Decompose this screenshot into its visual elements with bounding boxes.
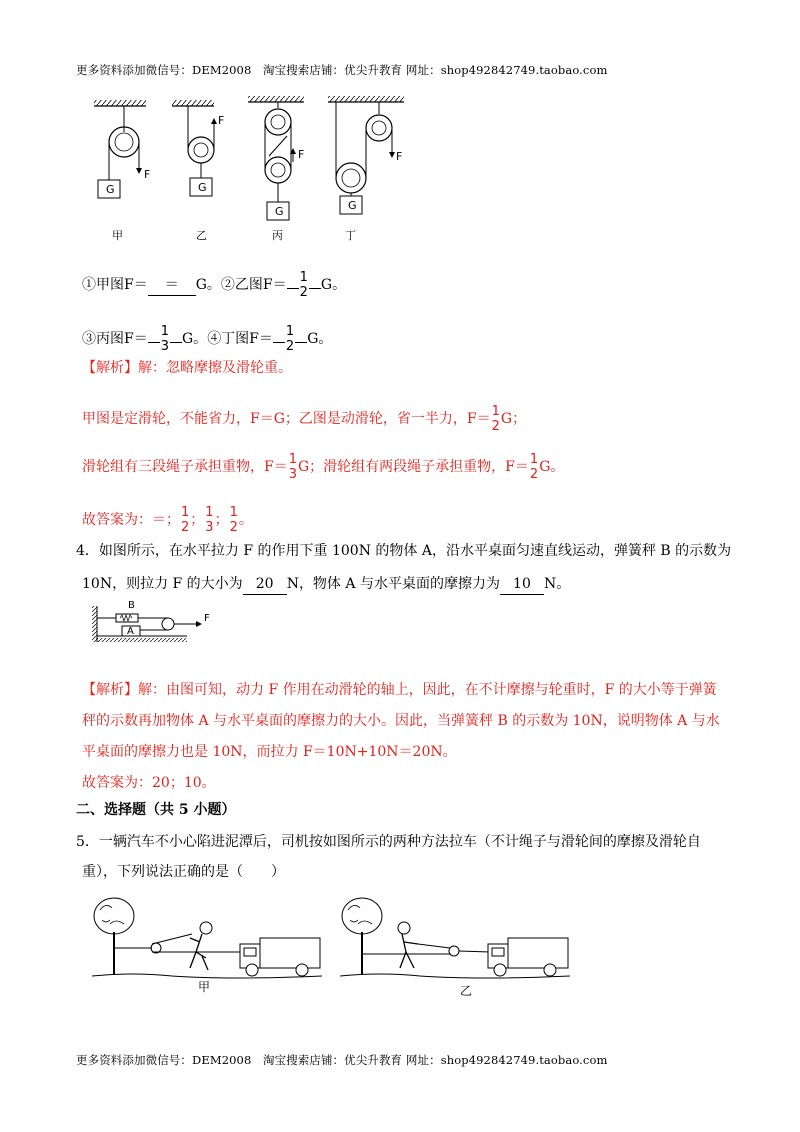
- q3-analysis-intro: 【解析】解：忽略摩擦及滑轮重。: [82, 360, 292, 376]
- page-header: 更多资料添加微信号：DEM2008 淘宝搜索店铺：优尖升教育 网址：shop492842749.taobao.com: [76, 63, 608, 77]
- q5-figure-yi: [340, 894, 580, 984]
- q4-analysis-line-3: 平桌面的摩擦力也是 10N，而拉力 F＝10N+10N＝20N。: [82, 744, 457, 760]
- q4-analysis-line-1: 【解析】解：由图可知，动力 F 作用在动滑轮的轴上，因此，在不计摩擦与轮重时，F 的大小等于弹簧: [82, 682, 717, 698]
- force-f-4: F: [396, 150, 403, 163]
- block-g-4: G: [348, 199, 357, 212]
- force-f-1: F: [144, 168, 151, 181]
- pulley-figure: [88, 92, 418, 242]
- q4-label-b: B: [128, 600, 135, 611]
- force-f-2: F: [218, 114, 225, 127]
- q4-question-line-1: 4．如图所示，在水平拉力 F 的作用下重 100N 的物体 A，沿水平桌面匀速直线运动，弹簧秤 B 的示数为: [76, 543, 732, 559]
- q5-question-line-2: 重），下列说法正确的是（ ）: [82, 864, 285, 880]
- section-heading: 二、选择题（共 5 小题）: [76, 802, 236, 818]
- q3-answer-line-2: ③丙图F＝ 1 3 G。④丁图F＝ 1 2 G。: [82, 324, 333, 354]
- q4-label-f: F: [204, 613, 210, 624]
- q4-figure: [92, 604, 222, 646]
- block-g-2: G: [198, 181, 207, 194]
- q5-label-yi: 乙: [460, 984, 473, 998]
- q3-answer-line-1: ①甲图F＝ ＝ G。②乙图F＝ 1 2 G。: [82, 270, 347, 300]
- force-f-3: F: [298, 148, 305, 161]
- label-yi: 乙: [196, 229, 207, 242]
- block-g-1: G: [106, 183, 115, 196]
- q3-answer-summary: 故答案为：＝； 1 2 ； 1 3 ； 1 2 。: [82, 505, 253, 535]
- q5-question-line-1: 5．一辆汽车不小心陷进泥潭后，司机按如图所示的两种方法拉车（不计绳子与滑轮间的摩擦及滑轮自: [76, 834, 701, 850]
- q5-figure-jia: [92, 894, 332, 984]
- q3-analysis-p2: 滑轮组有三段绳子承担重物，F＝ 1 3 G；滑轮组有两段绳子承担重物，F＝ 1 2 G。: [82, 452, 565, 482]
- q4-label-a: A: [127, 626, 134, 637]
- q4-question-line-2: 10N，则拉力 F 的大小为 20 N，物体 A 与水平桌面的摩擦力为 10 N。: [82, 574, 570, 595]
- label-jia: 甲: [112, 229, 123, 242]
- q3-analysis-p1: 甲图是定滑轮，不能省力，F＝G；乙图是动滑轮，省一半力，F＝ 1 2 G；: [82, 404, 527, 434]
- block-g-3: G: [275, 205, 284, 218]
- q4-analysis-line-2: 秤的示数再加物体 A 与水平桌面的摩擦力的大小。因此，当弹簧秤 B 的示数为 10N，说明物体 A 与水: [82, 713, 720, 729]
- label-ding: 丁: [345, 229, 356, 242]
- page-footer: 更多资料添加微信号：DEM2008 淘宝搜索店铺：优尖升教育 网址：shop492842749.taobao.com: [76, 1053, 608, 1067]
- label-bing: 丙: [272, 229, 283, 242]
- q4-analysis-answer: 故答案为：20；10。: [82, 775, 216, 791]
- q5-label-jia: 甲: [198, 980, 211, 994]
